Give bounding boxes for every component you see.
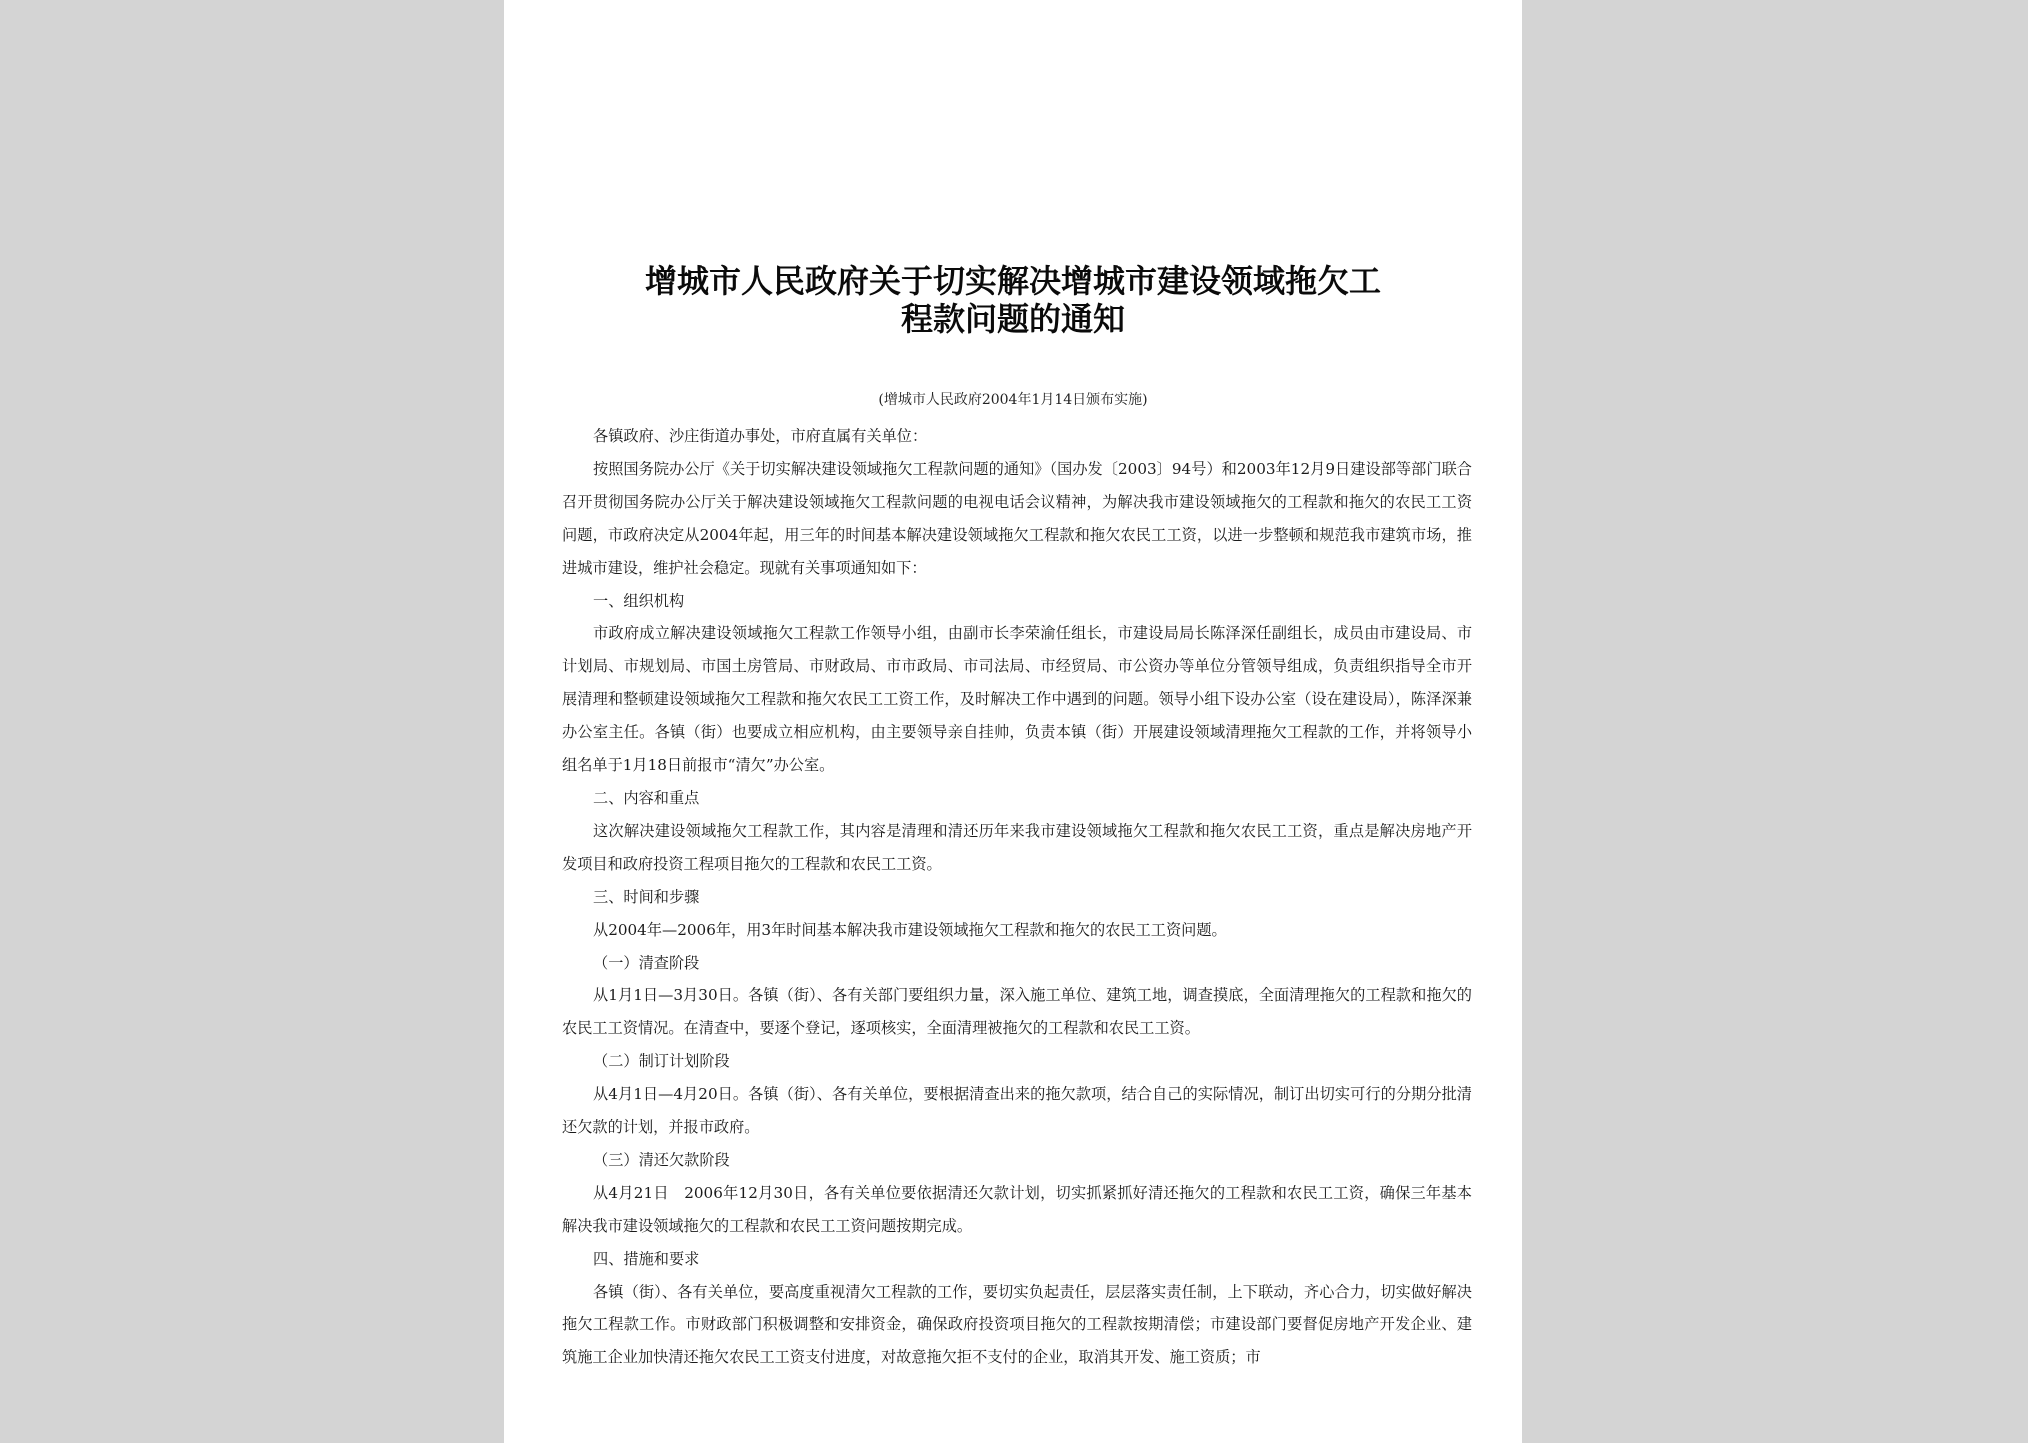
addressee: 各镇政府、沙庄街道办事处，市府直属有关单位： [593,427,928,445]
section-3-paragraph: 从2004年—2006年，用3年时间基本解决我市建设领域拖欠工程款和拖欠的农民工工资问题。 [593,920,1227,939]
section-heading-2: 二、内容和重点 [593,788,700,807]
section-heading-1: 一、组织机构 [593,591,685,610]
subsection-heading-1: （一）清查阶段 [593,953,700,972]
subsection-3-paragraph: 从4月21日 2006年12月30日，各有关单位要依据清还欠款计划，切实抓紧抓好清还拖欠的工程款和农民工工资，确保三年基本解决我市建设领域拖欠的工程款和农民工工资问题按期完成。 [562,1183,1472,1235]
section-2-paragraph: 这次解决建设领域拖欠工程款工作，其内容是清理和清还历年来我市建设领域拖欠工程款和拖欠农民工工资，重点是解决房地产开发项目和政府投资工程项目拖欠的工程款和农民工工资。 [562,821,1472,873]
document-title [564,262,1462,338]
subsection-heading-2: （二）制订计划阶段 [593,1052,730,1071]
subsection-2-paragraph: 从4月1日—4月20日。各镇（街）、各有关单位，要根据清查出来的拖欠款项，结合自己的实际情况，制订出切实可行的分期分批清还欠款的计划，并报市政府。 [562,1085,1472,1137]
subsection-1-paragraph: 从1月1日—3月30日。各镇（街）、各有关部门要组织力量，深入施工单位、建筑工地，调查摸底，全面清理拖欠的工程款和拖欠的农民工工资情况。在清查中，要逐个登记，逐项核实，全面清理被拖欠的工程款和农民工工资。 [562,986,1472,1038]
document-body [562,420,1472,1374]
title-line-1: 增城市人民政府关于切实解决增城市建设领域拖欠工 [644,262,1381,300]
intro-paragraph: 按照国务院办公厅《关于切实解决建设领域拖欠工程款问题的通知》（国办发〔2003〕94号）和2003年12月9日建设部等部门联合召开贯彻国务院办公厅关于解决建设领域拖欠工程款问题的电视电话会议精神，为解决我市建设领域拖欠的工程款和拖欠的农民工工资问题，市政府决定从2004年起，用三年的时间基本解决建设领域拖欠工程款和拖欠农民工工资，以进一步整顿和规范我市建筑市场，推进城市建设，维护社会稳定。现就有关事项通知如下： [562,459,1472,577]
subsection-heading-3: （三）清还欠款阶段 [593,1150,730,1169]
issue-note: (增城市人民政府2004年1月14日颁布实施) [878,392,1148,408]
title-line-2: 程款问题的通知 [900,300,1125,338]
section-heading-3: 三、时间和步骤 [593,887,700,906]
section-1-paragraph: 市政府成立解决建设领域拖欠工程款工作领导小组，由副市长李荣渝任组长，市建设局局长陈泽深任副组长，成员由市建设局、市计划局、市规划局、市国土房管局、市财政局、市市政局、市司法局、市经贸局、市公资办等单位分管领导组成，负责组织指导全市开展清理和整顿建设领域拖欠工程款和拖欠农民工工资工作，及时解决工作中遇到的问题。领导小组下设办公室（设在建设局），陈泽深兼办公室主任。各镇（街）也要成立相应机构，由主要领导亲自挂帅，负责本镇（街）开展建设领域清理拖欠工程款的工作，并将领导小组名单于1月18日前报市“清欠”办公室。 [562,624,1472,775]
section-heading-4: 四、措施和要求 [593,1249,700,1268]
document-page [504,0,1522,1443]
section-4-paragraph: 各镇（街）、各有关单位，要高度重视清欠工程款的工作，要切实负起责任，层层落实责任制，上下联动，齐心合力，切实做好解决拖欠工程款工作。市财政部门积极调整和安排资金，确保政府投资项目拖欠的工程款按期清偿；市建设部门要督促房地产开发企业、建筑施工企业加快清还拖欠农民工工资支付进度，对故意拖欠拒不支付的企业，取消其开发、施工资质；市 [562,1282,1472,1367]
